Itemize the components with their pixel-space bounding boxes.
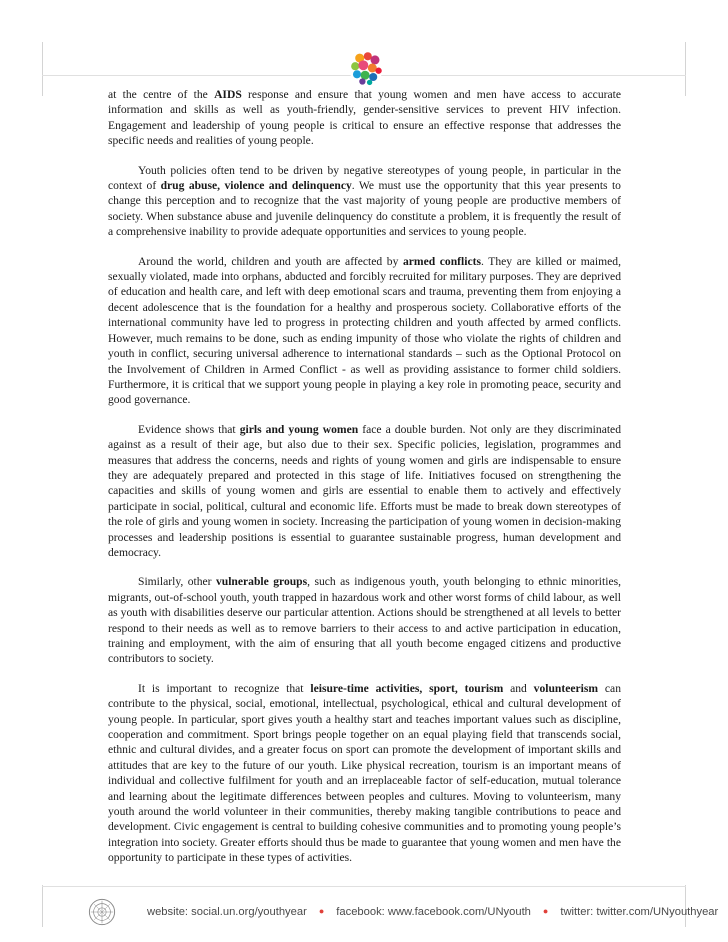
crop-mark-top-right: [685, 42, 686, 96]
iyy-mosaic-logo-icon: [348, 50, 384, 86]
text-run: and: [503, 681, 534, 695]
bold-term: volunteerism: [533, 681, 599, 695]
bold-term: vulnerable groups: [215, 575, 308, 589]
text-run: Evidence shows that: [138, 422, 240, 436]
text-run: response and ensure that young women and men have access to accurate information and skills as well as youth-friendly, gender-sensitive services to prevent HIV infection. Engagement and leadership of young people is critical to ensure an effective response that addresses the specific needs and realities of young people.: [108, 88, 621, 148]
body-paragraph: [108, 422, 621, 561]
footer-separator-dot: ●: [542, 906, 549, 916]
text-run: , such as indigenous youth, youth belonging to ethnic minorities, migrants, out-of-school youth, youth trapped in hazardous work and other worst forms of child labour, as well as youth with disabilities deserve our particular attention. Actions should be strengthened at all levels to better respond to their needs as well as to remove barriers to their access to and active participation in education, training and employment, with the aim of ensuring that all youth become engaged citizens and productive contributors to society.: [108, 575, 621, 666]
text-run: Youth policies often tend to be driven by negative stereotypes of young people, in particular in the context of: [108, 163, 621, 193]
footer-website-link[interactable]: website: social.un.org/youthyear: [147, 906, 307, 918]
document-body: [108, 87, 621, 880]
bold-term: drug abuse, violence and delinquency: [160, 179, 352, 193]
bold-term: leisure-time activities, sport, tourism: [310, 681, 504, 695]
body-paragraph: [108, 681, 621, 866]
text-run: Similarly, other: [138, 575, 216, 589]
footer-rule: [42, 886, 686, 887]
bold-term: armed conflicts: [402, 254, 481, 268]
footer-links: [147, 906, 718, 918]
body-paragraph: [108, 574, 621, 666]
text-run: . They are killed or maimed, sexually violated, made into orphans, abducted and forcibly recruited for military purposes. They are deprived of education and health care, and left with deep emotional scars and trauma, preventing them from enjoying a decent adolescence that is the foundation for a healthy and prosperous society. Collaborative efforts of the international community have led to progress in protecting children and youth affected by armed conflicts. However, much remains to be done, such as ending impunity of those who violate the rights of children and youth in conflict, securing universal adherence to international standards – such as the Optional Protocol on the Involvement of Children in Armed Conflict - as well as providing assistance to former child soldiers. Furthermore, it is critical that we support young people in playing a key role in promoting peace, security and good governance.: [108, 254, 621, 407]
text-run: can contribute to the physical, social, emotional, intellectual, psychological, ethical and cultural development of young people. In particular, sport gives youth a healthy start and teaches important values such as discipline, cooperation and commitment. Sport brings people together on an equal playing field that transcends social, ethnic and cultural divides, and a greater focus on sport can promote the development of important skills and attitudes that are key to the future of our youth. Like physical recreation, tourism is an important means of individual and collective fulfilment for youth and an irreplaceable factor of self-education, mutual tolerance and learning about the legitimate differences between peoples and cultures. Moving to volunteerism, many youth around the world volunteer in their communities, thereby making tangible contributions to peace and development. Civic engagement is central to building cohesive communities and to promoting young people’s integration into society. Greater efforts should thus be made to guarantee that young women and men have the opportunity to participate in these types of activities.: [108, 681, 622, 865]
crop-mark-top-left: [42, 42, 43, 96]
footer-facebook-link[interactable]: facebook: www.facebook.com/UNyouth: [336, 906, 531, 918]
text-run: face a double burden. Not only are they discriminated against as a result of their age, but also due to their sex. Specific policies, legislation, programmes and measures that address the concerns, needs and rights of young women and girls are indispensable to ensure they are adequately prepared and protected in this stage of life. Initiatives focused on strengthening the capacities and skills of young women and girls are essential to enable them to actively and effectively participate in social, political, cultural and economic life. Efforts must be made to break down stereotypes of the role of girls and young women in society. Increasing the participation of young women in decision-making processes and leadership positions is essential to guarantee sustainable progress, human development and democracy.: [108, 422, 622, 559]
bold-term: girls and young women: [239, 422, 359, 436]
body-paragraph: [108, 254, 621, 408]
text-run: . We must use the opportunity that this year presents to change this perception and to recognize that the vast majority of young people are productive members of society. When substance abuse and juvenile delinquency do constitute a problem, it is frequently the result of a comprehensive inability to provide adequate opportunities and services to young people.: [108, 179, 621, 239]
footer-twitter-link[interactable]: twitter: twitter.com/UNyouthyear: [560, 906, 719, 918]
footer-separator-dot: ●: [318, 906, 325, 916]
body-paragraph: [108, 87, 621, 149]
body-paragraph: [108, 163, 621, 240]
text-run: It is important to recognize that: [138, 681, 311, 695]
page-footer: [42, 894, 719, 934]
bold-term: AIDS: [214, 88, 242, 101]
un-emblem-icon: [88, 898, 116, 926]
text-run: Around the world, children and youth are affected by: [138, 254, 403, 268]
text-run: at the centre of the: [108, 88, 215, 101]
